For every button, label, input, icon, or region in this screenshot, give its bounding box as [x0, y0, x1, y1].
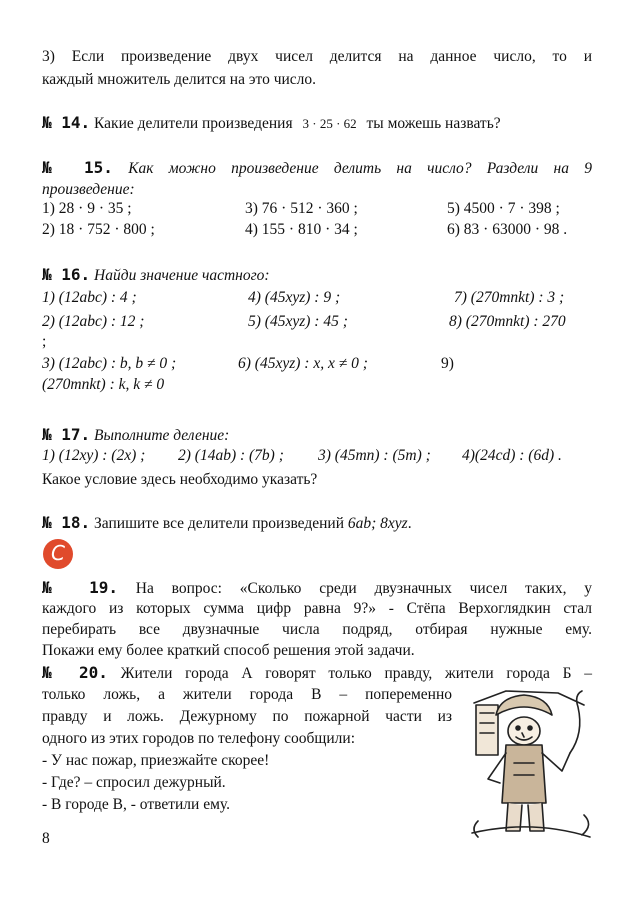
p15-item-2: 2) 18 · 752 · 800 ; [42, 221, 155, 238]
intro-line-1: 3) Если произведение двух чисел делится на данное число, то и [42, 48, 592, 65]
problem-15-task-cont: произведение: [42, 181, 135, 198]
problem-18-number: № 18. [42, 513, 91, 532]
problem-19-number: № 19. [42, 578, 118, 597]
problem-19-text-1: На вопрос: «Сколько среди двузначных чисел таких, у [135, 580, 592, 597]
problem-19-line-3: перебирать все двузначные числа подряд, отбирая нужные ему. [42, 621, 592, 638]
problem-20-line-6: - Где? – спросил дежурный. [42, 774, 226, 791]
p16-item-9: (270mnkt) : k, k ≠ 0 [42, 376, 165, 393]
p16-item-1: 1) (12abc) : 4 ; [42, 289, 137, 306]
p16-semicolon: ; [42, 333, 47, 350]
problem-20-line-5: - У нас пожар, приезжайте скорее! [42, 752, 270, 769]
p16-item-7: 7) (270mnkt) : 3 ; [454, 289, 565, 306]
problem-18-expression: 6ab; 8xyz [347, 515, 408, 532]
problem-19-line-2: каждого из которых сумма цифр равна 9?» - Стёпа Верхоглядкин стал [42, 600, 592, 617]
page-number: 8 [42, 830, 50, 847]
p16-item-3: 3) (12abc) : b, b ≠ 0 ; [42, 355, 177, 372]
problem-20-text-1: Жители города А говорят только правду, жители города Б – [120, 665, 593, 682]
firefighter-illustration [466, 683, 596, 843]
intro-line-2: каждый множитель делится на это число. [42, 71, 317, 88]
p16-item-4: 4) (45xyz) : 9 ; [248, 289, 341, 306]
problem-20-line-4: одного из этих городов по телефону сообщили: [42, 730, 355, 747]
problem-18 [42, 513, 412, 533]
problem-16-task: Найди значение частного: [94, 267, 270, 284]
problem-20-number: № 20. [42, 663, 108, 682]
problem-17-number: № 17. [42, 425, 91, 444]
p17-item-2: 2) (14ab) : (7b) ; [178, 447, 284, 464]
p15-item-5: 5) 4500 · 7 · 398 ; [447, 200, 560, 217]
problem-14 [42, 113, 501, 133]
p16-item-2: 2) (12abc) : 12 ; [42, 313, 145, 330]
problem-18-text: Запишите все делители произведений [94, 515, 345, 532]
problem-16 [42, 265, 270, 285]
p16-item-9-label: 9) [441, 355, 454, 372]
problem-15-task: Как можно произведение делить на число? Раздели на 9 [128, 160, 592, 177]
problem-20-line-7: - В городе В, - ответили ему. [42, 796, 230, 813]
p16-item-5: 5) (45xyz) : 45 ; [248, 313, 348, 330]
problem-20-line-1 [42, 663, 592, 683]
problem-16-number: № 16. [42, 265, 91, 284]
p15-item-6: 6) 83 · 63000 · 98 . [447, 221, 568, 238]
p16-item-8: 8) (270mnkt) : 270 [449, 313, 566, 330]
problem-15-number: № 15. [42, 158, 113, 177]
p16-item-6: 6) (45xyz) : x, x ≠ 0 ; [238, 355, 368, 372]
problem-18-end: . [407, 515, 412, 532]
problem-15-line-1 [42, 158, 592, 178]
problem-14-tail: ты можешь назвать? [366, 115, 501, 132]
problem-14-expression: 3 · 25 · 62 [302, 116, 357, 131]
problem-17-question: Какое условие здесь необходимо указать? [42, 471, 318, 488]
problem-17 [42, 425, 229, 445]
problem-20-line-2: только ложь, а жители города В – попеременно [42, 686, 452, 703]
problem-20-line-3: правду и ложь. Дежурному по пожарной части из [42, 708, 452, 725]
p17-item-3: 3) (45mn) : (5m) ; [318, 447, 431, 464]
p17-item-4: 4)(24cd) : (6d) . [462, 447, 562, 464]
p17-item-1: 1) (12xy) : (2x) ; [42, 447, 146, 464]
problem-14-number: № 14. [42, 113, 91, 132]
problem-19-line-1 [42, 578, 592, 598]
problem-17-task: Выполните деление: [94, 427, 230, 444]
problem-14-text: Какие делители произведения [94, 115, 293, 132]
p15-item-4: 4) 155 · 810 · 34 ; [245, 221, 358, 238]
p15-item-1: 1) 28 · 9 · 35 ; [42, 200, 132, 217]
problem-19-line-4: Покажи ему более краткий способ решения этой задачи. [42, 642, 415, 659]
creative-task-badge: С [43, 539, 73, 569]
p15-item-3: 3) 76 · 512 · 360 ; [245, 200, 358, 217]
